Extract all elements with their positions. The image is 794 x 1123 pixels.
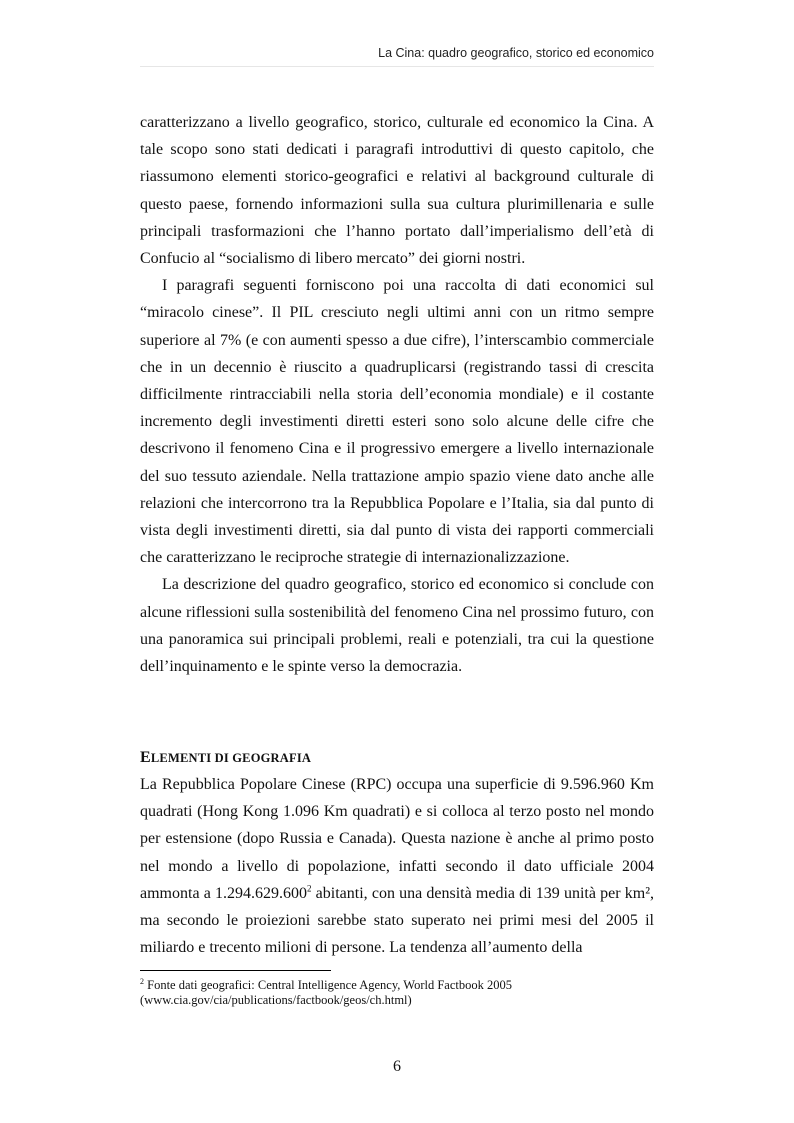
header-rule	[140, 66, 654, 67]
section-heading	[140, 749, 311, 767]
footnote-source: Fonte dati geografici: Central Intelligence Agency, World Factbook 2005	[144, 978, 512, 992]
intro-paragraph-1: caratterizzano a livello geografico, storico, culturale ed economico la Cina. A tale scopo sono stati dedicati i paragrafi introduttivi di questo capitolo, che riassumono elementi storico-geografici e relativi al background culturale di questo paese, fornendo informazioni sulla sua cultura plurimillenaria e sulle principali trasformazioni che l’hanno portato dall’imperialismo dell’età di Confucio al “socialismo di libero mercato” dei giorni nostri.	[140, 114, 654, 268]
footnote-marker: 2	[140, 976, 144, 986]
running-header	[378, 46, 654, 60]
running-header-title: La Cina: quadro geografico, storico ed economico	[378, 46, 654, 60]
footnote-separator	[140, 970, 331, 971]
geography-paragraph-1	[140, 771, 654, 961]
intro-text	[140, 109, 654, 680]
footnote-line-2: (www.cia.gov/cia/publications/factbook/geos/ch.html)	[140, 993, 412, 1007]
geography-text-part-2: abitanti, con una densità media di 139 unità per km², ma secondo le proiezioni sarebbe stato superato nei primi mesi del 2005 il miliardo e trecento milioni di persone. La tendenza all’aumento della	[140, 884, 654, 957]
intro-paragraph-3: La descrizione del quadro geografico, storico ed economico si conclude con alcune riflessioni sulla sostenibilità del fenomeno Cina nel prossimo futuro, con una panoramica sui principali problemi, reali e potenziali, tra cui la questione dell’inquinamento e le spinte verso la democrazia.	[140, 576, 654, 676]
section-heading-initial: E	[140, 749, 151, 766]
geography-text	[140, 771, 654, 961]
footnote-reference: 2	[307, 883, 312, 894]
footnote-line-1	[140, 978, 654, 993]
page-number: 6	[393, 1058, 401, 1075]
geography-text-part-1: La Repubblica Popolare Cinese (RPC) occupa una superficie di 9.596.960 Km quadrati (Hong Kong 1.096 Km quadrati) e si colloca al terzo posto nel mondo per estensione (dopo Russia e Canada). Questa nazione è anche al primo posto nel mondo a livello di popolazione, infatti secondo il dato ufficiale 2004 ammonta a 1.294.629.600	[140, 776, 654, 902]
section-heading-rest: LEMENTI DI GEOGRAFIA	[150, 751, 312, 765]
footnote	[140, 978, 654, 1008]
intro-paragraph-2: I paragrafi seguenti forniscono poi una raccolta di dati economici sul “miracolo cinese”. Il PIL cresciuto negli ultimi anni con un ritmo sempre superiore al 7% (e con aumenti spesso a due cifre), l’interscambio commerciale che in un decennio è riuscito a quadruplicarsi (registrando tassi di crescita difficilmente rintracciabili nella storia dell’economia mondiale) e il costante incremento degli investimenti diretti esteri sono solo alcune delle cifre che descrivono il fenomeno Cina e il progressivo emergere a livello internazionale del suo tessuto aziendale. Nella trattazione ampio spazio viene dato anche alle relazioni che intercorrono tra la Repubblica Popolare e l’Italia, sia dal punto di vista degli investimenti diretti, sia dal punto di vista dei rapporti commerciali che caratterizzano le reciproche strategie di internazionalizzazione.	[140, 277, 654, 567]
